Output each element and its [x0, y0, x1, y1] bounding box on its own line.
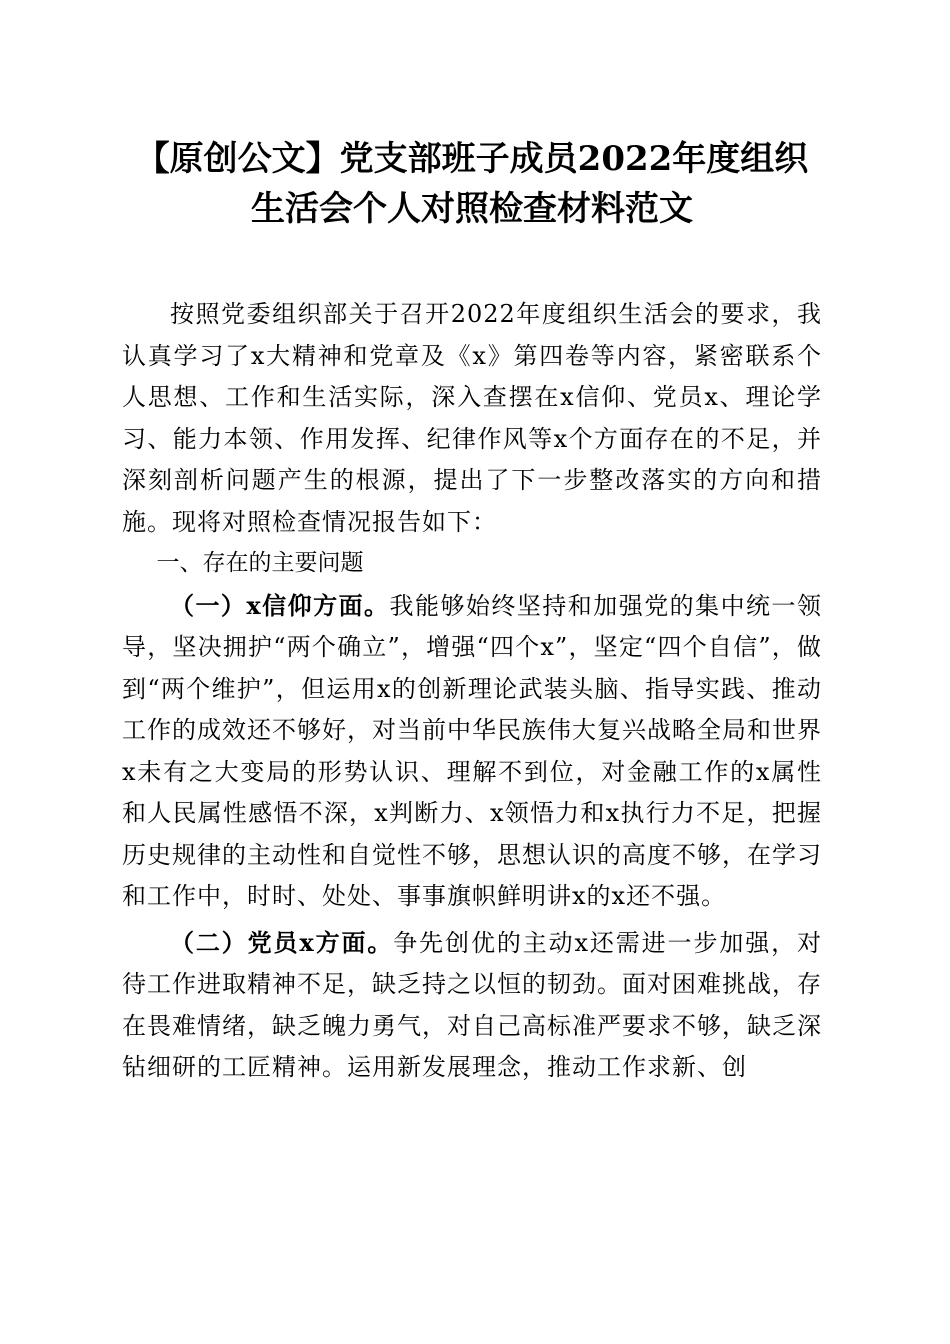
title-line-2: 生活会个人对照检查材料范文	[251, 189, 693, 229]
section-heading-problems: 一、存在的主要问题	[156, 550, 364, 576]
document-body	[122, 294, 822, 1089]
document-title	[122, 134, 822, 234]
item-1-lead: （一）x信仰方面。	[170, 590, 390, 620]
item-2-text: 争先创优的主动x还需进一步加强，对待工作进取精神不足，缺乏持之以恒的韧劲。面对困难挑战，存在畏难情绪，缺乏魄力勇气，对自己高标准严要求不够，缺乏深钻细研的工匠精神。运用新发展理念，推动工作求新、创	[122, 928, 822, 1081]
title-line-1: 【原创公文】党支部班子成员2022年度组织	[135, 139, 809, 179]
item-1-text: 我能够始终坚持和加强党的集中统一领导，坚决拥护“两个确立”，增强“四个x”，坚定“四个自信”，做到“两个维护”，但运用x的创新理论武装头脑、指导实践、推动工作的成效还不够好，对当前中华民族伟大复兴战略全局和世界x未有之大变局的形势认识、理解不到位，对金融工作的x属性和人民属性感悟不深，x判断力、x领悟力和x执行力不足，把握历史规律的主动性和自觉性不够，思想认识的高度不够，在学习和工作中，时时、处处、事事旗帜鲜明讲x的x还不强。	[122, 591, 822, 910]
intro-paragraph: 按照党委组织部关于召开2022年度组织生活会的要求，我认真学习了x大精神和党章及《x》第四卷等内容，紧密联系个人思想、工作和生活实际，深入查摆在x信仰、党员x、理论学习、能力本领、作用发挥、纪律作风等x个方面存在的不足，并深刻剖析问题产生的根源，提出了下一步整改落实的方向和措施。现将对照检查情况报告如下：	[122, 300, 822, 536]
item-2-paragraph	[122, 922, 822, 1089]
item-1-paragraph	[122, 585, 822, 918]
item-2-lead: （二）党员x方面。	[170, 927, 394, 957]
